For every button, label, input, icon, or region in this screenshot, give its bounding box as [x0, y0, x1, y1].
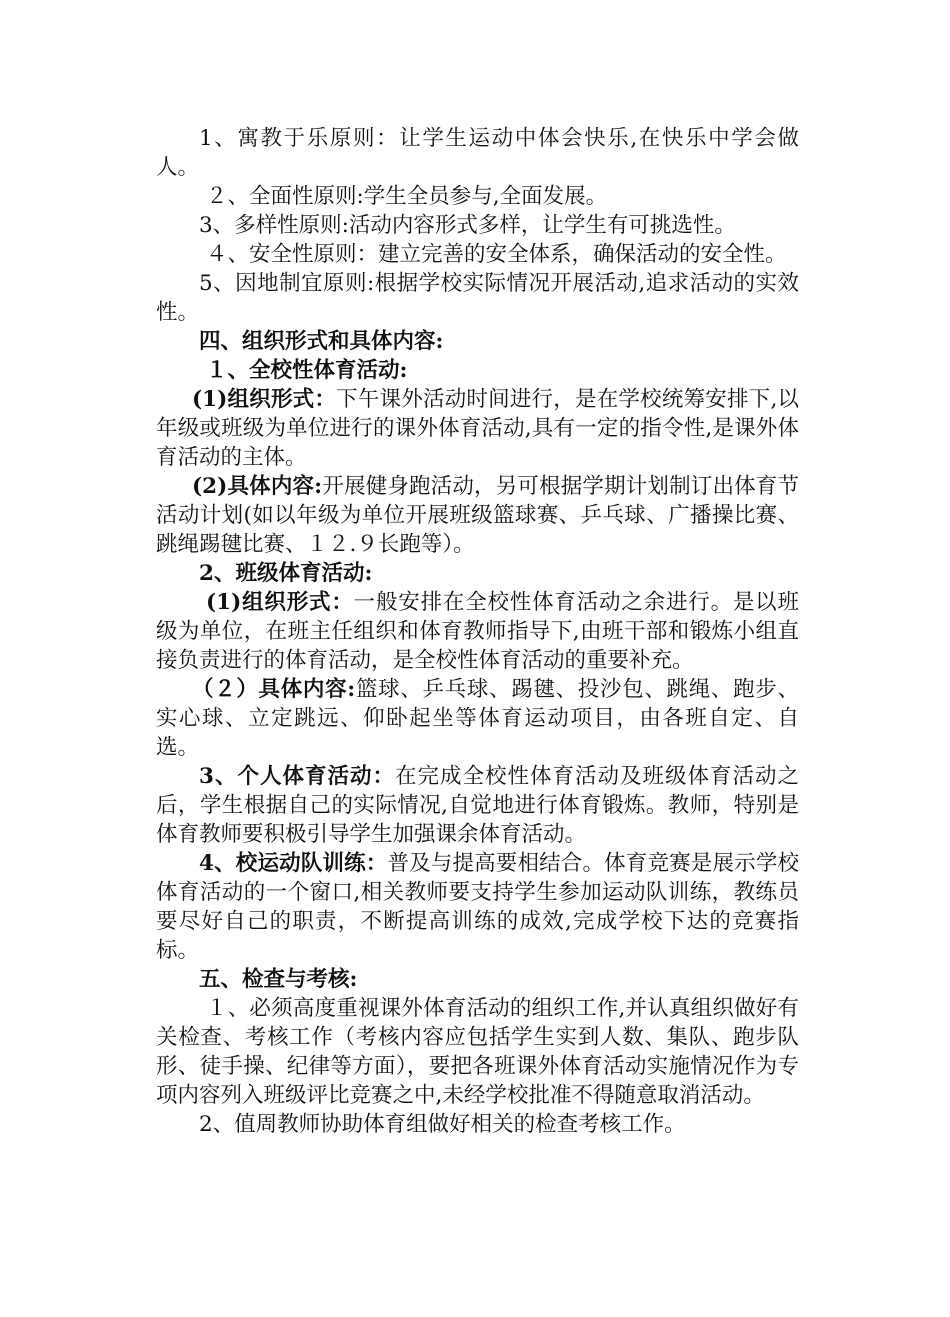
paragraph-principle-3 — [156, 211, 799, 240]
text-span: 1、寓教于乐原则：让学生运动中体会快乐,在快乐中学会做人。 — [156, 126, 799, 180]
text-span: 5、因地制宜原则:根据学校实际情况开展活动,追求活动的实效性。 — [156, 271, 799, 325]
paragraph-class-content — [156, 675, 799, 762]
document-page — [156, 124, 799, 1139]
paragraph-schoolwide-organization — [156, 385, 799, 472]
text-span: 一般安排在全校性体育活动之余进行。是以班级为单位，在班主任组织和体育教师指导下,由班干部和锻炼小组直接负责进行的体育活动，是全校性体育活动的重要补充。 — [156, 590, 799, 673]
text-span: 在完成全校性体育活动及班级体育活动之后，学生根据自己的实际情况,自觉地进行体育锻炼。教师，特别是体育教师要积极引导学生加强课余体育活动。 — [156, 764, 799, 847]
text-span: 下午课外活动时间进行，是在学校统筹安排下,以年级或班级为单位进行的课外体育活动,具有一定的指令性,是课外体育活动的主体。 — [156, 387, 799, 470]
paragraph-principle-5 — [156, 269, 799, 327]
text-span: 普及与提高要相结合。体育竞赛是展示学校体育活动的一个窗口,相关教师要支持学生参加运动队训练，教练员要尽好自己的职责，不断提高训练的成效,完成学校下达的竞赛指标。 — [156, 851, 799, 963]
text-span: ２、全面性原则:学生全员参与,全面发展。 — [206, 184, 608, 209]
section-heading-4 — [156, 327, 799, 356]
text-span: 开展健身跑活动，另可根据学期计划制订出体育节活动计划(如以年级为单位开展班级篮球赛、乒乓球、广播操比赛、跳绳踢毽比赛、１２.９长跑等）。 — [156, 474, 799, 557]
section-heading-5 — [156, 965, 799, 994]
bold-label: （２）具体内容: — [192, 677, 356, 702]
bold-label: 3、个人体育活动： — [199, 764, 395, 789]
heading-text: 五、检查与考核: — [199, 967, 358, 992]
paragraph-inspection-1 — [156, 994, 799, 1110]
bold-label: (2)具体内容: — [192, 474, 323, 499]
text-span: 3、多样性原则:活动内容形式多样，让学生有可挑选性。 — [199, 213, 736, 238]
text-span: ４、安全性原则：建立完善的安全体系，确保活动的安全性。 — [206, 242, 787, 267]
bold-label: (1)组织形式： — [206, 590, 354, 615]
subheading-class-activities — [156, 559, 799, 588]
text-span: １、必须高度重视课外体育活动的组织工作,并认真组织做好有关检查、考核工作（考核内容应包括学生实到人数、集队、跑步队形、徒手操、纪律等方面），要把各班课外体育活动实施情况作为专项内容列入班级评比竞赛之中,未经学校批准不得随意取消活动。 — [156, 996, 799, 1108]
heading-text: 2、班级体育活动: — [199, 561, 373, 586]
paragraph-team-training — [156, 849, 799, 965]
paragraph-class-organization — [156, 588, 799, 675]
paragraph-principle-4 — [156, 240, 799, 269]
paragraph-individual-activities — [156, 762, 799, 849]
heading-text: １、全校性体育活动: — [206, 358, 408, 383]
bold-label: (1)组织形式： — [192, 387, 337, 412]
text-span: 2、值周教师协助体育组做好相关的检查考核工作。 — [199, 1112, 686, 1137]
subheading-schoolwide-activities — [156, 356, 799, 385]
paragraph-schoolwide-content — [156, 472, 799, 559]
paragraph-principle-1 — [156, 124, 799, 182]
paragraph-inspection-2 — [156, 1110, 799, 1139]
text-span: 篮球、乒乓球、踢毽、投沙包、跳绳、跑步、实心球、立定跳远、仰卧起坐等体育运动项目，由各班自定、自选。 — [156, 677, 799, 760]
bold-label: 4、校运动队训练： — [199, 851, 388, 876]
heading-text: 四、组织形式和具体内容: — [199, 329, 444, 354]
paragraph-principle-2 — [156, 182, 799, 211]
